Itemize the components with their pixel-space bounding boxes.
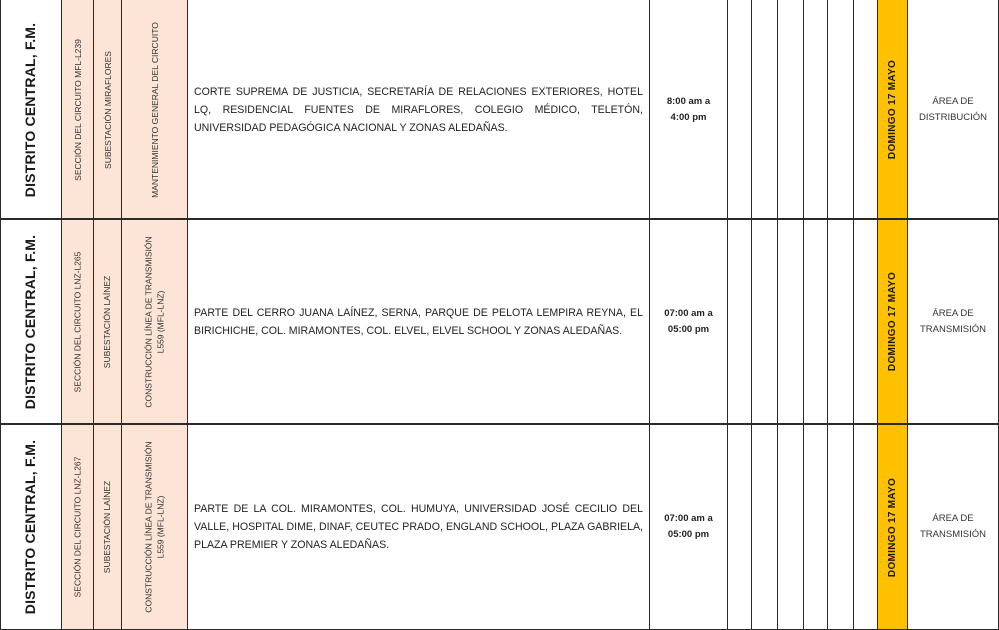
- day-cell: [878, 219, 908, 424]
- responsible-area-line2: DISTRIBUCIÓN: [918, 111, 988, 123]
- time-end: 4:00 pm: [670, 111, 707, 123]
- blank-cell: [778, 424, 804, 630]
- affected-areas-text: PARTE DE LA COL. MIRAMONTES, COL. HUMUYA, UNIVERSIDAD JOSÉ CECILIO DEL VALLE, HOSPITAL DIME, DINAF, CEUTEC PRADO, ENGLAND SCHOOL, PLAZA GABRIELA, PLAZA PREMIER Y ZONAS ALEDAÑAS.: [194, 503, 643, 551]
- responsible-area-cell: [908, 424, 999, 630]
- circuit-section-label: SECCIÓN DEL CIRCUITO MFL-L239: [72, 38, 83, 181]
- blank-cell: [752, 219, 778, 424]
- time-start: 07:00 am a: [664, 307, 713, 319]
- section-cell: [62, 0, 94, 219]
- section-cell: [62, 424, 94, 630]
- blank-cell: [778, 0, 804, 219]
- time-end: 05:00 pm: [667, 529, 710, 540]
- responsible-area: [920, 511, 986, 543]
- work-cell: [122, 424, 188, 630]
- blank-cell: [728, 0, 752, 219]
- work-line1: CONSTRUCCIÓN LÍNEA DE TRANSMISIÓN: [143, 441, 154, 613]
- responsible-area-cell: [908, 0, 999, 219]
- district-label: DISTRITO CENTRAL, F.M.: [22, 22, 39, 197]
- blank-cell: [804, 0, 828, 219]
- blank-cell: [828, 424, 854, 630]
- work-line2: L559 (MFL-LNZ): [155, 495, 166, 559]
- affected-areas-cell: [188, 424, 650, 630]
- responsible-area-line1: ÁREA DE: [932, 95, 974, 107]
- time-end: 05:00 pm: [667, 323, 710, 335]
- time-cell: [650, 0, 728, 219]
- schedule-time: [664, 511, 713, 543]
- time-start: 8:00 am a: [666, 95, 711, 107]
- blank-cell: [854, 219, 878, 424]
- district-label: DISTRITO CENTRAL, F.M.: [22, 234, 39, 409]
- blank-cell: [728, 219, 752, 424]
- substation-cell: [94, 424, 122, 630]
- responsible-area-line1: ÁREA DE: [932, 513, 974, 524]
- schedule-time: [667, 94, 710, 126]
- circuit-section-label: SECCIÓN DEL CIRCUITO LNZ-L267: [72, 456, 83, 598]
- row-divider: [0, 423, 999, 425]
- blank-cell: [804, 219, 828, 424]
- table-row: [0, 0, 999, 219]
- day-label: DOMINGO 17 MAYO: [887, 477, 898, 577]
- responsible-area-line1: ÁREA DE: [932, 307, 974, 319]
- blank-cell: [828, 219, 854, 424]
- day-cell: [878, 0, 908, 219]
- schedule-time: [664, 306, 713, 338]
- responsible-area: [919, 94, 987, 126]
- substation-label: SUBESTACIÓN LAÍNEZ: [102, 275, 113, 368]
- affected-areas-text: CORTE SUPREMA DE JUSTICIA, SECRETARÍA DE RELACIONES EXTERIORES, HOTEL LQ, RESIDENCIAL FUENTES DE MIRAFLORES, COLEGIO MÉDICO, TELETÓN, UNIVERSIDAD PEDAGÓGICA NACIONAL Y ZONAS ALEDAÑAS.: [194, 85, 643, 134]
- responsible-area: [920, 306, 986, 338]
- blank-cell: [752, 0, 778, 219]
- affected-areas-cell: [188, 219, 650, 424]
- substation-label: SUBESTACIÓN LAÍNEZ: [102, 480, 113, 574]
- section-cell: [62, 219, 94, 424]
- affected-areas-cell: [188, 0, 650, 219]
- blank-cell: [854, 424, 878, 630]
- district-cell: [0, 0, 62, 219]
- blank-cell: [854, 0, 878, 219]
- work-description-label: [143, 441, 167, 612]
- substation-cell: [94, 219, 122, 424]
- day-label: DOMINGO 17 MAYO: [887, 271, 898, 372]
- work-cell: [122, 0, 188, 219]
- blank-cell: [752, 424, 778, 630]
- work-line2: L559 (MFL-LNZ): [155, 290, 166, 353]
- work-cell: [122, 219, 188, 424]
- table-row: [0, 219, 999, 424]
- time-start: 07:00 am a: [664, 513, 713, 524]
- blank-cell: [804, 424, 828, 630]
- substation-label: SUBESTACIÓN MIRAFLORES: [102, 50, 113, 169]
- district-cell: [0, 424, 62, 630]
- blank-cell: [778, 219, 804, 424]
- day-label: DOMINGO 17 MAYO: [887, 59, 898, 160]
- row-divider: [0, 218, 999, 220]
- responsible-area-line2: TRANSMISIÓN: [920, 529, 986, 540]
- responsible-area-line2: TRANSMISIÓN: [920, 323, 986, 335]
- circuit-section-label: SECCIÓN DEL CIRCUITO LNZ-L265: [72, 251, 83, 392]
- substation-cell: [94, 0, 122, 219]
- time-cell: [650, 219, 728, 424]
- affected-areas-text: PARTE DEL CERRO JUANA LAÍNEZ, SERNA, PARQUE DE PELOTA LEMPIRA REYNA, EL BIRICHICHE, COL. MIRAMONTES, COL. ELVEL, ELVEL SCHOOL Y ZONAS ALEDAÑAS.: [194, 306, 643, 337]
- work-line1: CONSTRUCCIÓN LÍNEA DE TRANSMISIÓN: [143, 235, 154, 408]
- day-cell: [878, 424, 908, 630]
- work-description-label: [143, 236, 167, 407]
- time-cell: [650, 424, 728, 630]
- blank-cell: [828, 0, 854, 219]
- blank-cell: [728, 424, 752, 630]
- table-row: [0, 424, 999, 630]
- district-label: DISTRITO CENTRAL, F.M.: [22, 439, 39, 615]
- responsible-area-cell: [908, 219, 999, 424]
- work-description-label: MANTENIMIENTO GENERAL DEL CIRCUITO: [149, 21, 160, 198]
- district-cell: [0, 219, 62, 424]
